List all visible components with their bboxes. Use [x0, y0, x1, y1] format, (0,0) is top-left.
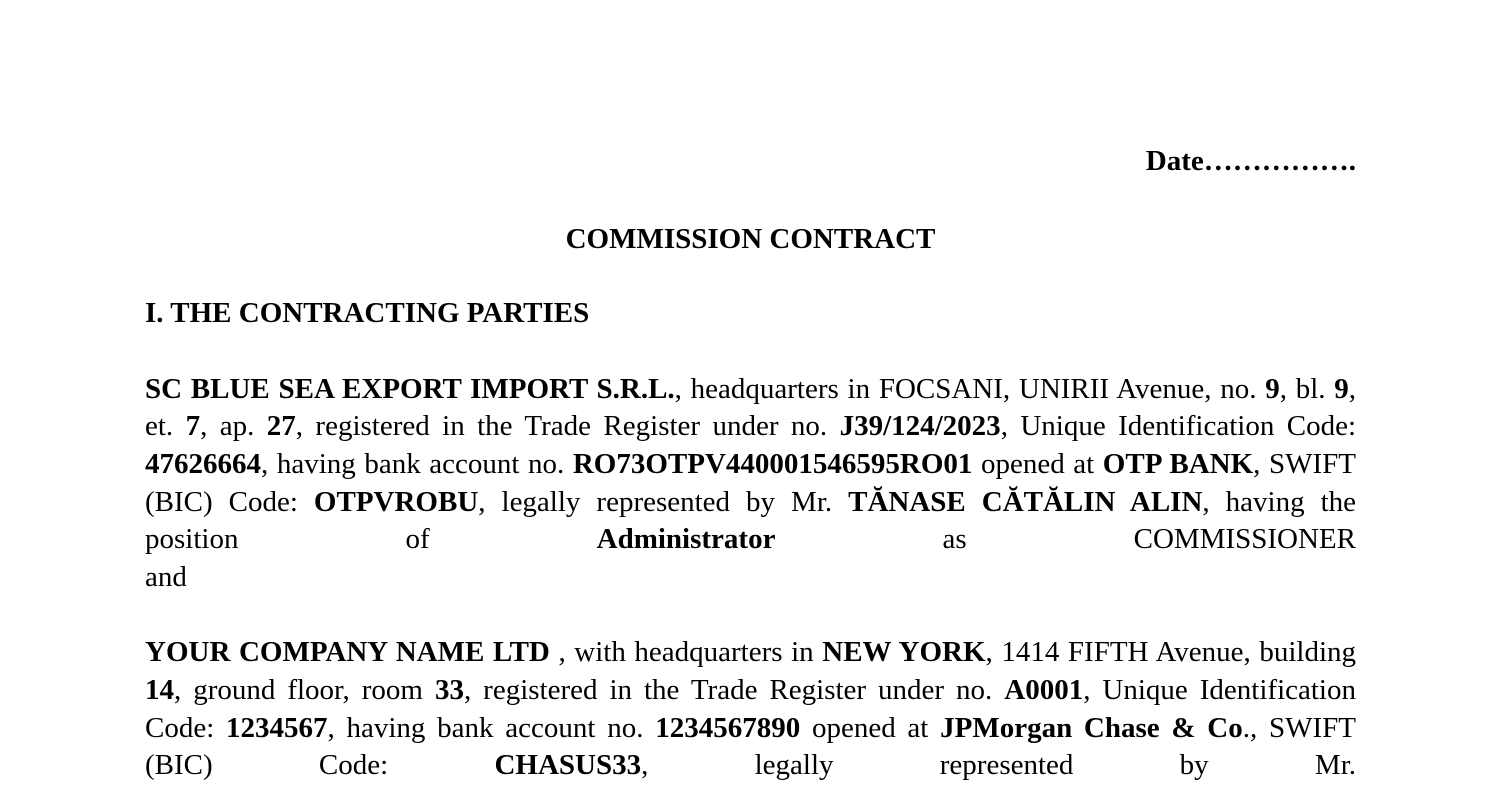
- text-segment: , bl.: [1279, 372, 1335, 405]
- bold-text-segment: RO73OTPV440001546595RO01: [572, 447, 973, 480]
- text-segment: , having bank account no.: [261, 447, 573, 480]
- bold-text-segment: 7: [185, 410, 201, 443]
- text-segment: , 1414 FIFTH Avenue, building: [985, 636, 1357, 669]
- contract-title: COMMISSION CONTRACT: [565, 222, 936, 255]
- bold-text-segment: A0001: [1004, 673, 1084, 706]
- bold-text-segment: 47626664: [145, 447, 261, 480]
- text-segment: and: [145, 560, 187, 593]
- text-segment: , et.: [145, 372, 1357, 443]
- bold-text-segment: 33: [434, 673, 464, 706]
- text-segment: , having the position of: [145, 485, 1356, 556]
- text-segment: , Unique Identification Code:: [1000, 410, 1357, 443]
- text-segment: , ap.: [200, 410, 267, 443]
- date-dotted-leader: …………….: [1203, 145, 1356, 177]
- bold-text-segment: 1234567: [226, 711, 328, 744]
- text-segment: ., SWIFT (BIC) Code:: [145, 711, 1356, 782]
- text-segment: , ground floor, room: [174, 673, 435, 706]
- bold-text-segment: NEW YORK: [822, 636, 986, 669]
- text-segment: , having bank account no.: [327, 711, 656, 744]
- bold-text-segment: SC BLUE SEA EXPORT IMPORT S.R.L.: [145, 372, 675, 405]
- text-segment: , Unique Identification Code:: [145, 673, 1356, 744]
- bold-text-segment: TĂNASE CĂTĂLIN ALIN: [848, 485, 1203, 518]
- paragraph-commissionaire-party: [145, 634, 1356, 784]
- text-segment: , legally represented by Mr.: [641, 749, 1356, 782]
- bold-text-segment: YOUR COMPANY NAME LTD: [145, 636, 550, 669]
- text-segment: opened at: [972, 447, 1103, 480]
- bold-text-segment: 9: [1265, 372, 1280, 405]
- bold-text-segment: OTP BANK: [1102, 447, 1254, 480]
- text-segment: , registered in the Trade Register under no.: [463, 673, 1005, 706]
- text-segment: , legally represented by Mr.: [478, 485, 849, 518]
- paragraph-connector-and: [145, 559, 1356, 597]
- bold-text-segment: 1234567890: [655, 711, 801, 744]
- bold-text-segment: 14: [145, 673, 174, 706]
- text-segment: , registered in the Trade Register under no.: [295, 410, 840, 443]
- text-segment: opened at: [800, 711, 941, 744]
- paragraph-commissioner-party: [145, 371, 1356, 559]
- text-segment: , headquarters in FOCSANI, UNIRII Avenue, no.: [674, 372, 1266, 405]
- bold-text-segment: 9: [1334, 372, 1349, 405]
- date-label: Date: [1145, 145, 1204, 177]
- bold-text-segment: CHASUS33: [494, 749, 642, 782]
- bold-text-segment: J39/124/2023: [839, 410, 1001, 443]
- bold-text-segment: Administrator: [596, 523, 776, 556]
- text-segment: , with headquarters in: [549, 636, 823, 669]
- text-segment: , SWIFT (BIC) Code:: [145, 447, 1356, 518]
- section-heading-contracting-parties: I. THE CONTRACTING PARTIES: [145, 297, 590, 330]
- date-line: [145, 143, 1356, 181]
- text-segment: as COMMISSIONER: [775, 523, 1356, 556]
- bold-text-segment: JPMorgan Chase & Co: [940, 711, 1243, 744]
- bold-text-segment: OTPVROBU: [313, 485, 479, 518]
- bold-text-segment: 27: [266, 410, 296, 443]
